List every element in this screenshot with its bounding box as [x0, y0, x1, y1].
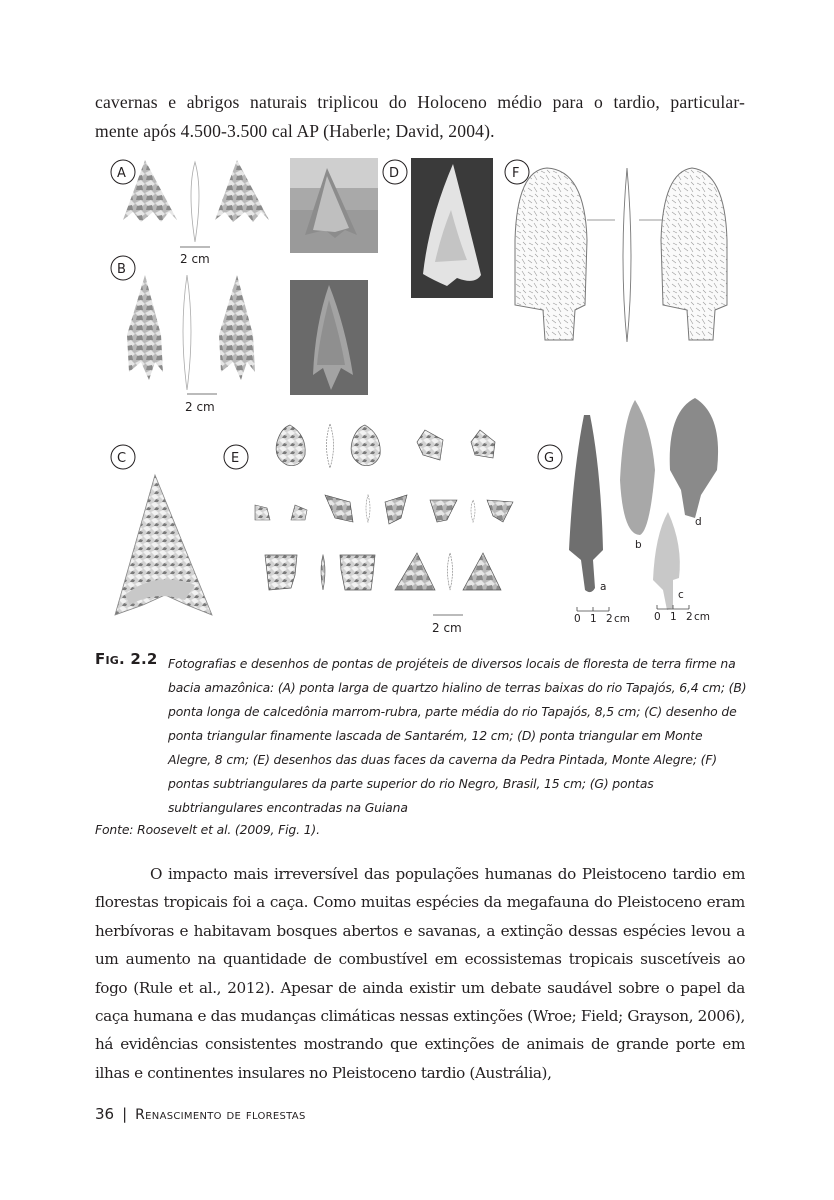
panel-e-label: E — [231, 451, 240, 466]
panel-e-flake — [351, 425, 380, 466]
panel-e-flake — [417, 430, 443, 460]
figure-caption-prefix: Fig. — [95, 650, 125, 668]
panel-g-point-d — [670, 398, 718, 518]
panel-b-scale-label: 2 cm — [185, 400, 215, 414]
panel-b-label: B — [117, 262, 126, 277]
scale-unit: cm — [694, 611, 711, 623]
panel-c — [111, 445, 212, 615]
panel-e-scale-label: 2 cm — [432, 621, 462, 635]
panel-f-point-face-1 — [515, 168, 587, 340]
panel-g-label: G — [544, 451, 555, 466]
panel-a — [111, 160, 269, 266]
panel-e-flake — [255, 505, 270, 520]
figure-illustration — [95, 150, 755, 640]
panel-g-item-label-c: c — [678, 589, 684, 601]
footer-separator: | — [122, 1105, 128, 1123]
panel-e-flake — [291, 505, 307, 520]
panel-f-label: F — [512, 166, 520, 181]
scale-unit: cm — [614, 613, 631, 625]
panel-f-point-face-2 — [661, 168, 727, 340]
panel-b — [111, 256, 255, 414]
panel-e-flake — [487, 500, 513, 522]
panel-f-point-profile — [623, 168, 631, 342]
panel-a-scale-label: 2 cm — [180, 252, 210, 266]
body-paragraph: O impacto mais irreversível das populações humanas do Pleistoceno tardio em florestas tropicais foi a caça. Como muitas espécies da megafauna do Pleistoceno eram herbívoras e habitavam bosques abertos e savanas, a extinção dessas espécies levou a um aumento na quantidade de combustível em ecossistemas tropicais suscetíveis ao fogo (Rule et al., 2012). Apesar de ainda existir um debate saudável sobre o papel da caça humana e das mudanças climáticas nessas extinções (Wroe; Field; Grayson, 2006), há evidências consistentes mostrando que extinções de animais de grande porte em ilhas e continentes insulares no Pleistoceno tardio (Austrália), — [95, 865, 745, 1082]
panel-c-label: C — [117, 451, 127, 466]
panel-d-label: D — [389, 166, 400, 181]
panel-f — [505, 160, 727, 342]
panel-e-flake — [325, 495, 353, 522]
panel-g-item-label-d: d — [695, 516, 702, 528]
panel-a-point-face-2 — [215, 160, 269, 222]
running-title: Renascimento de florestas — [135, 1107, 306, 1123]
panel-a-point-profile — [191, 162, 199, 242]
panel-b-point-profile — [183, 275, 191, 390]
panel-g-point-a — [569, 415, 603, 592]
panel-e-flake — [340, 555, 375, 590]
panel-e-flake — [430, 500, 457, 522]
scale-tick-0: 0 — [654, 611, 661, 623]
panel-d — [383, 158, 493, 298]
panel-g — [538, 398, 718, 625]
panel-g-point-c — [653, 512, 680, 610]
page-number: 36 — [95, 1105, 115, 1123]
top-paragraph-line-1: cavernas e abrigos naturais triplicou do Holoceno médio para o tardio, particular- — [95, 92, 745, 112]
figure-caption-label — [95, 650, 158, 668]
scale-tick-0: 0 — [574, 613, 581, 625]
panel-e-flake — [463, 553, 501, 590]
top-paragraph — [95, 88, 745, 146]
panel-e-flake — [276, 425, 305, 466]
figure-2-2 — [95, 150, 755, 640]
scale-tick-2: 2 — [686, 611, 693, 623]
panel-e-flake — [471, 430, 495, 458]
panel-g-scale-left — [574, 607, 630, 625]
page-footer — [95, 1105, 306, 1123]
panel-e — [224, 424, 513, 635]
panel-g-scale-right — [654, 605, 710, 623]
panel-e-flake — [395, 553, 435, 590]
panel-g-point-b — [620, 400, 655, 535]
panel-b-point-face-2 — [219, 275, 255, 380]
panel-g-item-label-a: a — [600, 581, 607, 593]
panel-a-label: A — [117, 166, 126, 181]
figure-caption-source: Fonte: Roosevelt et al. (2009, Fig. 1). — [95, 822, 320, 837]
top-paragraph-line-2: mente após 4.500-3.500 cal AP (Haberle; David, 2004). — [95, 121, 495, 141]
panel-ab-photographs — [290, 158, 378, 395]
scale-tick-1: 1 — [670, 611, 677, 623]
panel-e-flake — [385, 495, 407, 524]
scale-tick-2: 2 — [606, 613, 613, 625]
panel-g-item-label-b: b — [635, 539, 642, 551]
figure-caption-text: Fotografias e desenhos de pontas de projéteis de diversos locais de floresta de terra firme na bacia amazônica: (A) ponta larga de quartzo hialino de terras baixas do rio Tapajós, 6,4 cm; (B) ponta longa de calcedônia marrom-rubra, parte média do rio Tapajós, 8,5 cm; (C) desenho de ponta triangular finamente lascada de Santarém, 12 cm; (D) ponta triangular em Monte Alegre, 8 cm; (E) desenhos das duas faces da caverna da Pedra Pintada, Monte Alegre; (F) pontas subtriangulares da parte superior do rio Negro, Brasil, 15 cm; (G) pontas subtriangulares encontradas na Guiana — [168, 656, 747, 815]
figure-caption-number: 2.2 — [130, 650, 158, 668]
panel-e-flake — [265, 555, 297, 590]
panel-b-point-face-1 — [127, 275, 163, 380]
scale-tick-1: 1 — [590, 613, 597, 625]
